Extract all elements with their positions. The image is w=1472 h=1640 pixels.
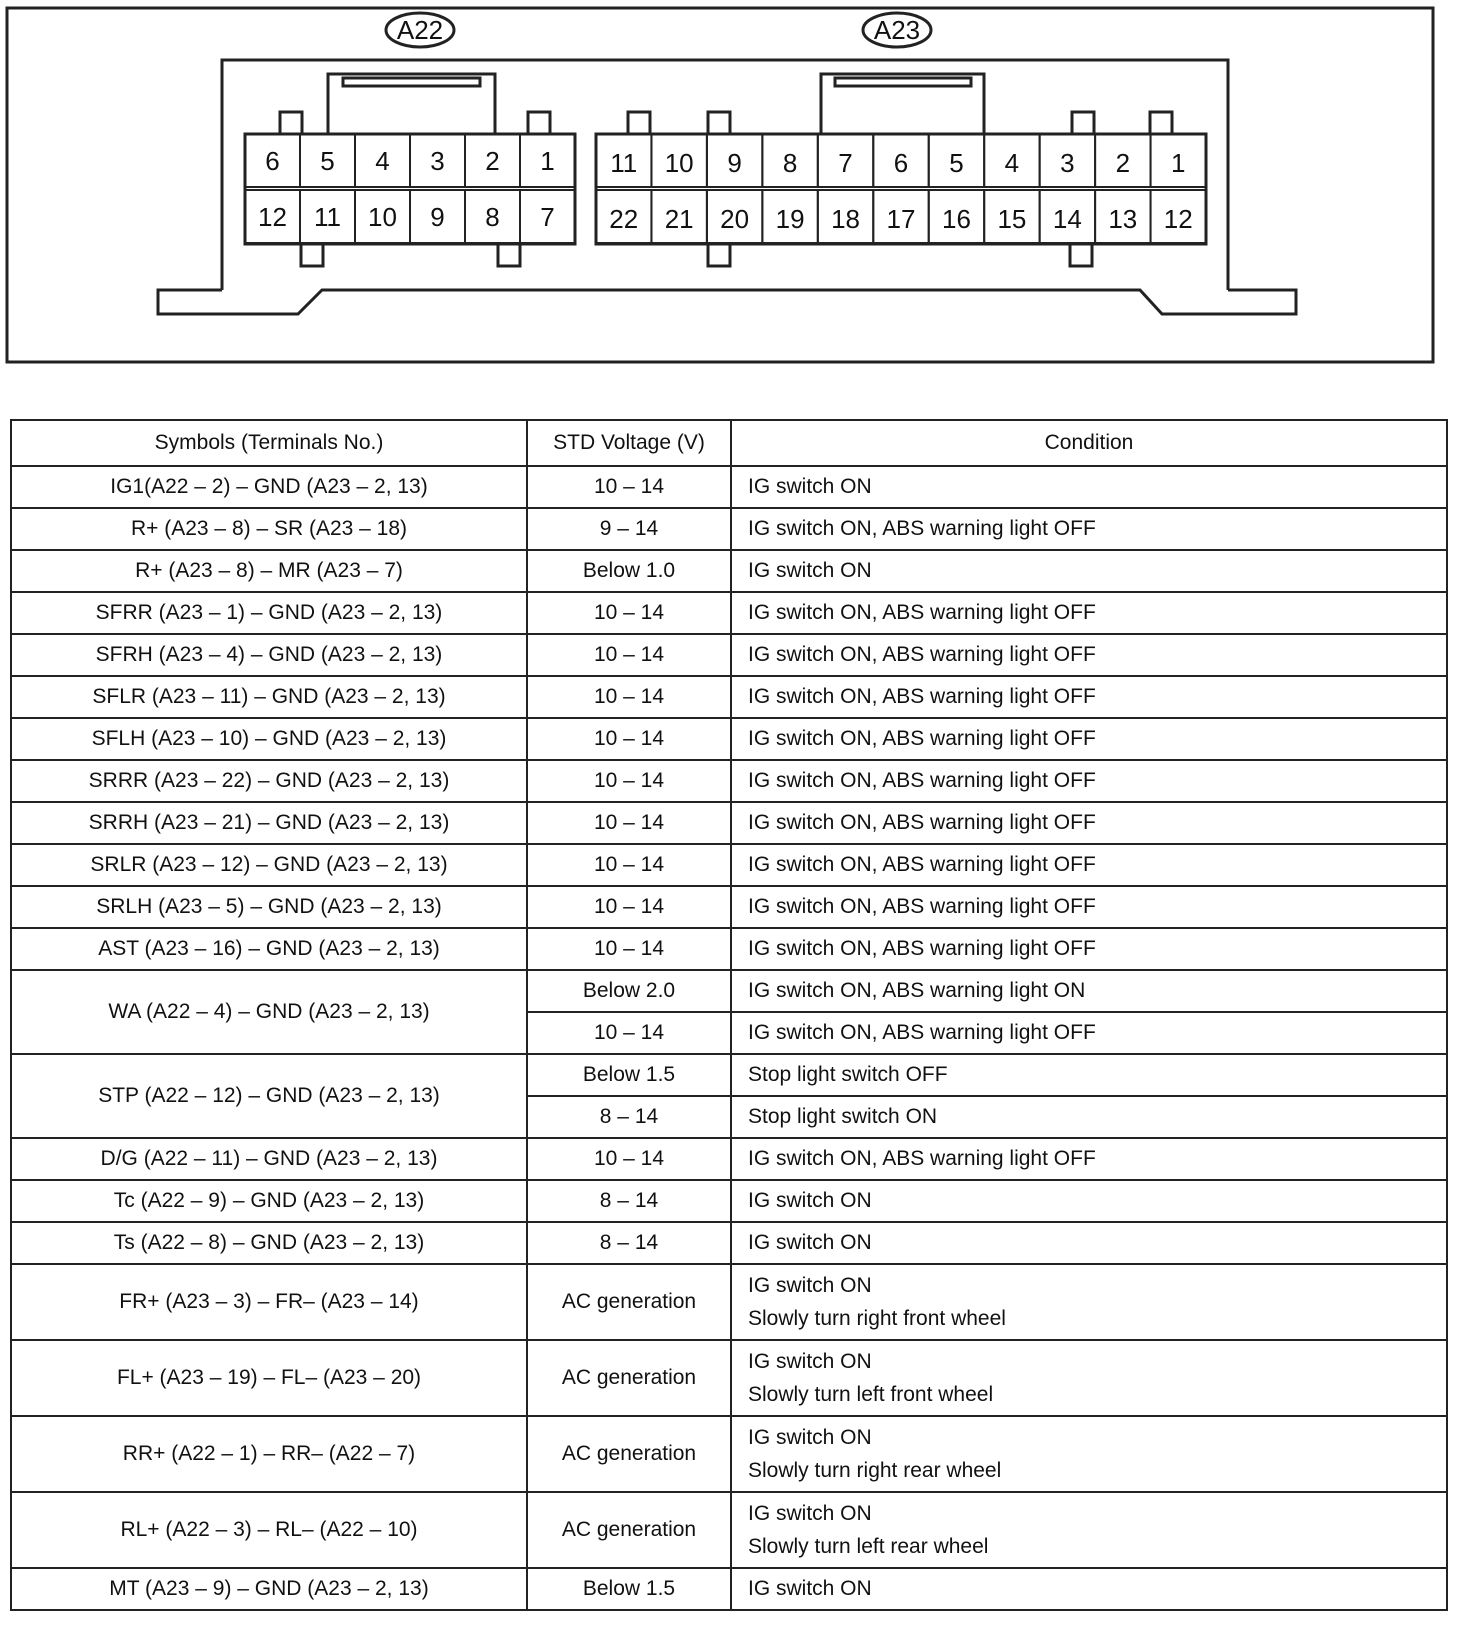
cell-voltage: 10 – 14 [527,760,731,802]
cell-symbol: SFLH (A23 – 10) – GND (A23 – 2, 13) [11,718,527,760]
condition-line: Slowly turn left rear wheel [748,1535,989,1558]
condition-line: IG switch ON, ABS warning light OFF [748,685,1096,708]
header-voltage: STD Voltage (V) [527,420,731,466]
cell-condition [731,1180,1447,1222]
condition-line: Stop light switch ON [748,1105,938,1128]
cell-symbol: R+ (A23 – 8) – MR (A23 – 7) [11,550,527,592]
connector-label-a23-text: A23 [873,15,921,45]
cell-symbol: STP (A22 – 12) – GND (A23 – 2, 13) [11,1054,527,1138]
cell-voltage: 10 – 14 [527,466,731,508]
cell-symbol: Tc (A22 – 9) – GND (A23 – 2, 13) [11,1180,527,1222]
cell-symbol: R+ (A23 – 8) – SR (A23 – 18) [11,508,527,550]
cell-voltage: 9 – 14 [527,508,731,550]
table-row [11,676,1447,718]
table-row [11,718,1447,760]
pin-number: 18 [831,204,861,234]
cell-symbol: FR+ (A23 – 3) – FR– (A23 – 14) [11,1264,527,1340]
cell-condition [731,928,1447,970]
cell-condition [731,1416,1447,1492]
pin-number: 20 [720,204,750,234]
cell-condition [731,1568,1447,1610]
cell-voltage: 10 – 14 [527,886,731,928]
table-row [11,1492,1447,1568]
cell-condition [731,1264,1447,1340]
cell-voltage: Below 1.5 [527,1568,731,1610]
cell-voltage: Below 1.0 [527,550,731,592]
cell-condition [731,1012,1447,1054]
pin-number: 11 [610,148,638,178]
table-row [11,1416,1447,1492]
pin-number: 14 [1052,204,1082,234]
table-row [11,592,1447,634]
condition-line: IG switch ON, ABS warning light OFF [748,937,1096,960]
cell-symbol: SFRR (A23 – 1) – GND (A23 – 2, 13) [11,592,527,634]
pin-number: 1 [1171,148,1186,178]
cell-symbol: SRRR (A23 – 22) – GND (A23 – 2, 13) [11,760,527,802]
table-row [11,550,1447,592]
table-row [11,634,1447,676]
table-row [11,970,1447,1012]
cell-voltage: 10 – 14 [527,718,731,760]
condition-line: IG switch ON [748,1231,872,1254]
pin-number: 1 [540,146,555,176]
cell-voltage: Below 2.0 [527,970,731,1012]
pin-number: 19 [775,204,805,234]
cell-voltage: 8 – 14 [527,1096,731,1138]
condition-line: IG switch ON [748,1350,872,1373]
pin-number: 10 [664,148,694,178]
cell-condition [731,1138,1447,1180]
cell-symbol: D/G (A22 – 11) – GND (A23 – 2, 13) [11,1138,527,1180]
pin-number: 9 [430,202,445,232]
cell-voltage: AC generation [527,1492,731,1568]
cell-symbol: WA (A22 – 4) – GND (A23 – 2, 13) [11,970,527,1054]
condition-line: IG switch ON, ABS warning light OFF [748,601,1096,624]
pin-number: 4 [1004,148,1020,178]
terminal-voltage-table [10,419,1448,1611]
cell-voltage: 10 – 14 [527,634,731,676]
cell-voltage: 8 – 14 [527,1180,731,1222]
pin-number: 15 [997,204,1027,234]
table-row [11,1180,1447,1222]
connector-diagram [0,0,1472,380]
pin-number: 7 [540,202,555,232]
pin-number: 3 [430,146,445,176]
table-row [11,1568,1447,1610]
pin-number: 17 [886,204,916,234]
condition-line: IG switch ON [748,1577,872,1600]
mounting-flange [158,290,1296,314]
condition-line: IG switch ON, ABS warning light OFF [748,895,1096,918]
cell-symbol: SFRH (A23 – 4) – GND (A23 – 2, 13) [11,634,527,676]
condition-line: Slowly turn left front wheel [748,1383,994,1406]
pin-number: 2 [1115,148,1131,178]
table-row [11,1264,1447,1340]
condition-line: IG switch ON, ABS warning light ON [748,979,1086,1002]
pin-number: 22 [609,204,639,234]
condition-line: Stop light switch OFF [748,1063,948,1086]
cell-symbol: FL+ (A23 – 19) – FL– (A23 – 20) [11,1340,527,1416]
pin-number: 11 [314,202,341,232]
pin-number: 12 [258,202,287,232]
cell-voltage: 10 – 14 [527,592,731,634]
pin-number: 9 [727,148,742,178]
pin-number: 8 [485,202,500,232]
cell-symbol: AST (A23 – 16) – GND (A23 – 2, 13) [11,928,527,970]
condition-line: Slowly turn right rear wheel [748,1459,1002,1482]
condition-line: IG switch ON [748,1189,872,1212]
cell-condition [731,1096,1447,1138]
connector-label-a22 [386,13,454,47]
table-row [11,1222,1447,1264]
cell-condition [731,1054,1447,1096]
cell-condition [731,886,1447,928]
pin-number: 8 [782,148,798,178]
condition-line: IG switch ON [748,1426,872,1449]
pin-number: 4 [375,146,390,176]
table-row [11,928,1447,970]
header-symbols: Symbols (Terminals No.) [11,420,527,466]
cell-voltage: AC generation [527,1264,731,1340]
condition-line: IG switch ON [748,559,872,582]
cell-condition [731,1492,1447,1568]
cell-symbol: Ts (A22 – 8) – GND (A23 – 2, 13) [11,1222,527,1264]
table-row [11,508,1447,550]
cell-condition [731,760,1447,802]
cell-voltage: 10 – 14 [527,676,731,718]
cell-voltage: 8 – 14 [527,1222,731,1264]
cell-symbol: SRLH (A23 – 5) – GND (A23 – 2, 13) [11,886,527,928]
table-body [11,466,1447,1610]
cell-voltage: 10 – 14 [527,844,731,886]
pin-number: 10 [368,202,397,232]
condition-line: IG switch ON, ABS warning light OFF [748,853,1096,876]
pin-number: 16 [941,204,971,234]
table-row [11,886,1447,928]
table-header-row [11,420,1447,466]
cell-condition [731,1340,1447,1416]
condition-line: IG switch ON, ABS warning light OFF [748,811,1096,834]
cell-condition [731,844,1447,886]
condition-line: IG switch ON [748,1502,872,1525]
cell-voltage: AC generation [527,1340,731,1416]
cell-voltage: Below 1.5 [527,1054,731,1096]
pin-number: 2 [485,146,500,176]
cell-symbol: IG1(A22 – 2) – GND (A23 – 2, 13) [11,466,527,508]
table-row [11,466,1447,508]
table-row [11,1054,1447,1096]
cell-condition [731,634,1447,676]
cell-condition [731,466,1447,508]
cell-condition [731,1222,1447,1264]
cell-voltage: 10 – 14 [527,928,731,970]
cell-condition [731,970,1447,1012]
table-row [11,802,1447,844]
cell-condition [731,550,1447,592]
cell-voltage: 10 – 14 [527,1138,731,1180]
cell-condition [731,718,1447,760]
pin-number: 13 [1108,204,1138,234]
cell-condition [731,508,1447,550]
condition-line: IG switch ON, ABS warning light OFF [748,517,1096,540]
condition-line: IG switch ON, ABS warning light OFF [748,769,1096,792]
condition-line: IG switch ON, ABS warning light OFF [748,643,1096,666]
cell-condition [731,592,1447,634]
pin-number: 5 [949,148,964,178]
cell-symbol: SFLR (A23 – 11) – GND (A23 – 2, 13) [11,676,527,718]
condition-line: IG switch ON, ABS warning light OFF [748,1147,1096,1170]
pin-number: 7 [838,148,853,178]
pin-number: 21 [664,204,694,234]
cell-symbol: SRRH (A23 – 21) – GND (A23 – 2, 13) [11,802,527,844]
cell-voltage: 10 – 14 [527,802,731,844]
connector-label-a22-text: A22 [396,15,444,45]
cell-symbol: SRLR (A23 – 12) – GND (A23 – 2, 13) [11,844,527,886]
cell-voltage: AC generation [527,1416,731,1492]
pin-number: 3 [1060,148,1075,178]
condition-line: IG switch ON [748,1274,872,1297]
pin-number: 12 [1163,204,1193,234]
header-condition: Condition [731,420,1447,466]
table-row [11,1340,1447,1416]
table-row [11,760,1447,802]
condition-line: Slowly turn right front wheel [748,1307,1006,1330]
connector-label-a23 [863,13,931,47]
cell-voltage: 10 – 14 [527,1012,731,1054]
cell-condition [731,676,1447,718]
cell-symbol: RR+ (A22 – 1) – RR– (A22 – 7) [11,1416,527,1492]
table-row [11,1138,1447,1180]
cell-symbol: RL+ (A22 – 3) – RL– (A22 – 10) [11,1492,527,1568]
pin-number: 6 [265,146,280,176]
table-row [11,844,1447,886]
latch-hood-a23 [821,74,984,134]
latch-hood-a22 [328,74,495,134]
condition-line: IG switch ON, ABS warning light OFF [748,727,1096,750]
cell-condition [731,802,1447,844]
cell-symbol: MT (A23 – 9) – GND (A23 – 2, 13) [11,1568,527,1610]
pin-number: 6 [893,148,909,178]
pin-number: 5 [320,146,335,176]
condition-line: IG switch ON [748,475,872,498]
condition-line: IG switch ON, ABS warning light OFF [748,1021,1096,1044]
